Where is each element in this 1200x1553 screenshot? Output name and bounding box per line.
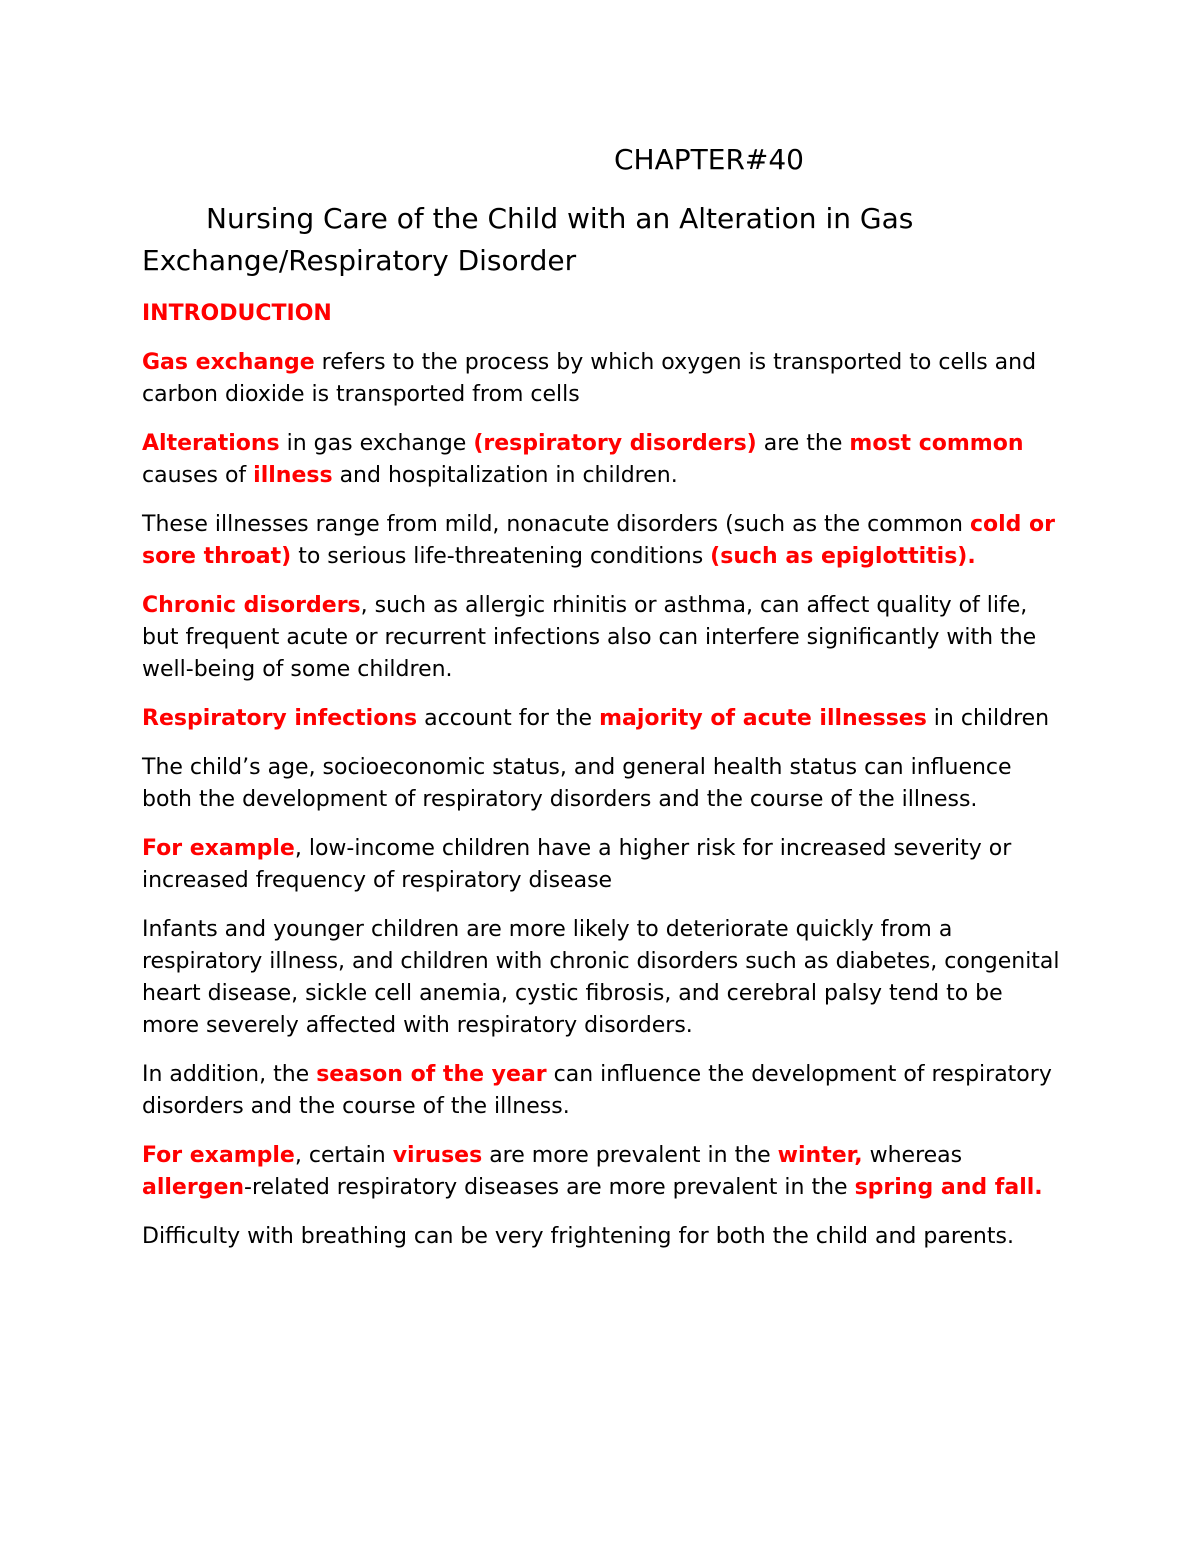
paragraph-child-factors <box>142 752 1060 816</box>
paragraph-illness-range <box>142 509 1060 573</box>
highlight-term: winter, <box>777 1143 863 1168</box>
text-run: These illnesses range from mild, nonacute disorders (such as the common <box>142 512 970 537</box>
text-run: The child’s age, socioeconomic status, and general health status can influence both the development of respiratory disorders and the course of the illness. <box>142 755 1012 812</box>
text-run: in children <box>926 706 1050 731</box>
text-run: Difficulty with breathing can be very frightening for both the child and parents. <box>142 1224 1014 1249</box>
highlight-term: (such as epiglottitis). <box>710 544 976 569</box>
paragraph-breathing <box>142 1221 1060 1253</box>
text-run: to serious life-threatening conditions <box>291 544 711 569</box>
text-run: are more prevalent in the <box>482 1143 778 1168</box>
text-run: refers to the process by which oxygen is transported to cells and carbon dioxide is transported from cells <box>142 350 1037 407</box>
highlight-term: illness <box>253 463 333 488</box>
text-run: Infants and younger children are more likely to deteriorate quickly from a respiratory illness, and children with chronic disorders such as diabetes, congenital heart disease, sickle cell anemia, cystic fibrosis, and cerebral palsy tend to be more severely affected with respiratory disorders. <box>142 917 1060 1038</box>
paragraph-low-income <box>142 833 1060 897</box>
text-run: in gas exchange <box>279 431 474 456</box>
text-run: , certain <box>294 1143 393 1168</box>
chapter-number: CHAPTER#40 <box>614 143 804 176</box>
document-body <box>142 298 1060 1270</box>
highlight-term: Gas exchange <box>142 350 315 375</box>
highlight-term: For example <box>142 1143 295 1168</box>
text-run: , low-income children have a higher risk for increased severity or increased frequency of respiratory disease <box>142 836 1012 893</box>
paragraph-chronic-disorders <box>142 590 1060 686</box>
text-run: -related respiratory diseases are more prevalent in the <box>244 1175 855 1200</box>
paragraph-season <box>142 1059 1060 1123</box>
paragraph-gas-exchange <box>142 347 1060 411</box>
highlight-term: majority of acute illnesses <box>599 706 927 731</box>
text-run: causes of <box>142 463 254 488</box>
highlight-term: viruses <box>392 1143 483 1168</box>
text-run: whereas <box>862 1143 963 1168</box>
paragraph-infants <box>142 914 1060 1042</box>
text-run: and hospitalization in children. <box>332 463 678 488</box>
highlight-term: cold or sore throat) <box>142 512 1056 569</box>
text-run: can influence the development of respiratory disorders and the course of the illness. <box>142 1062 1052 1119</box>
paragraph-respiratory-infections <box>142 703 1060 735</box>
text-run: are the <box>756 431 850 456</box>
chapter-title: Nursing Care of the Child with an Alteration in Gas Exchange/Respiratory Disorder <box>142 202 914 277</box>
highlight-term: Alterations <box>142 431 280 456</box>
highlight-term: allergen <box>142 1175 245 1200</box>
section-heading: INTRODUCTION <box>142 301 332 326</box>
highlight-term: Chronic disorders <box>142 593 361 618</box>
highlight-term: For example <box>142 836 295 861</box>
text-run: account for the <box>417 706 600 731</box>
text-run: , such as allergic rhinitis or asthma, can affect quality of life, but frequent acute or recurrent infections also can interfere significantly with the well-being of some children. <box>142 593 1037 682</box>
highlight-term: (respiratory disorders) <box>473 431 757 456</box>
paragraph-alterations <box>142 428 1060 492</box>
highlight-term: Respiratory infections <box>142 706 418 731</box>
paragraph-viruses <box>142 1140 1060 1204</box>
highlight-term: most common <box>849 431 1024 456</box>
text-run: In addition, the <box>142 1062 317 1087</box>
highlight-term: season of the year <box>316 1062 547 1087</box>
highlight-term: spring and fall. <box>854 1175 1043 1200</box>
